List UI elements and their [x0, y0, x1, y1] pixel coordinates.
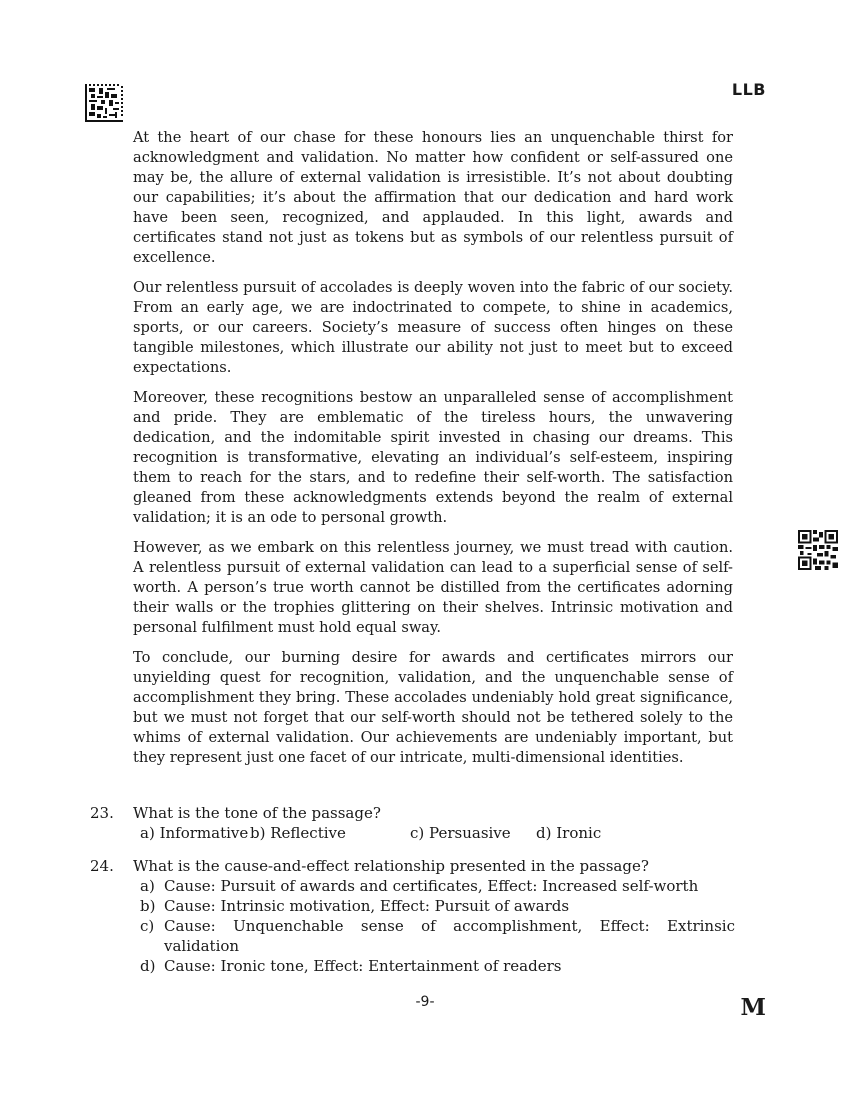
option-text: Cause: Unquenchable sense of accomplishment, Effect: Extrinsic validation	[164, 917, 735, 955]
qr-code	[798, 530, 838, 570]
option-label: d)	[536, 824, 552, 842]
question-text: What is the cause-and-effect relationship presented in the passage?	[133, 857, 649, 875]
option-b[interactable]	[250, 823, 410, 843]
option-text: Cause: Intrinsic motivation, Effect: Pursuit of awards	[164, 897, 570, 915]
question-number: 24.	[90, 857, 114, 875]
passage-paragraph: Moreover, these recognitions bestow an unparalleled sense of accomplishment and pride. They are emblematic of the tireless hours, the unwavering dedication, and the indomitable spirit invested in chasing our dreams. This recognition is transformative, elevating an individual’s self-esteem, inspiring them to reach for the stars, and to redefine their self-worth. The satisfaction gleaned from these acknowledgments extends beyond the realm of external validation; it is an ode to personal growth.	[133, 389, 733, 526]
question-number: 23.	[90, 804, 114, 822]
option-text: Reflective	[270, 824, 346, 842]
option-label: c)	[140, 917, 155, 935]
question-text: What is the tone of the passage?	[133, 804, 381, 822]
option-a[interactable]	[140, 876, 735, 896]
option-text: Cause: Pursuit of awards and certificates, Effect: Increased self-worth	[164, 877, 699, 895]
option-b[interactable]	[140, 896, 735, 916]
option-row	[140, 823, 735, 843]
option-c[interactable]	[410, 823, 536, 843]
header-course-code: LLB	[731, 80, 766, 99]
question-23	[90, 803, 735, 843]
passage-paragraph: To conclude, our burning desire for awards and certificates mirrors our unyielding quest for recognition, validation, and the unquenchable sense of accomplishment they bring. These accolades undeniably hold great significance, but we must not forget that our self-worth should not be tethered solely to the whims of external validation. Our achievements are undeniably important, but they represent just one facet of our intricate, multi-dimensional identities.	[133, 649, 733, 766]
option-d[interactable]	[140, 956, 735, 976]
question-24	[90, 856, 735, 976]
reading-passage	[133, 128, 733, 778]
option-c[interactable]	[140, 916, 735, 956]
option-label: d)	[140, 957, 156, 975]
option-label: b)	[250, 824, 266, 842]
option-text: Ironic	[556, 824, 602, 842]
option-label: a)	[140, 824, 155, 842]
datamatrix-barcode	[85, 84, 123, 122]
option-list	[140, 876, 735, 976]
passage-paragraph: At the heart of our chase for these honours lies an unquenchable thirst for acknowledgment and validation. No matter how confident or self-assured one may be, the allure of external validation is irresistible. It’s not about doubting our capabilities; it’s about the affirmation that our dedication and hard work have been seen, recognized, and applauded. In this light, awards and certificates stand not just as tokens but as symbols of our relentless pursuit of excellence.	[133, 129, 733, 266]
option-text: Cause: Ironic tone, Effect: Entertainment of readers	[164, 957, 562, 975]
option-label: c)	[410, 824, 425, 842]
option-text: Informative	[159, 824, 249, 842]
option-text: Persuasive	[429, 824, 511, 842]
passage-paragraph: However, as we embark on this relentless journey, we must tread with caution. A relentless pursuit of external validation can lead to a superficial sense of self-worth. A person’s true worth cannot be distilled from the certificates adorning their walls or the trophies glittering on their shelves. Intrinsic motivation and personal fulfilment must hold equal sway.	[133, 539, 733, 636]
page-number: -9-	[415, 994, 435, 1010]
passage-paragraph: Our relentless pursuit of accolades is deeply woven into the fabric of our society. From an early age, we are indoctrinated to compete, to shine in academics, sports, or our careers. Society’s measure of success often hinges on these tangible milestones, which illustrate our ability not just to meet but to exceed expectations.	[133, 279, 733, 376]
option-a[interactable]	[140, 823, 250, 843]
option-label: b)	[140, 897, 156, 915]
option-label: a)	[140, 877, 155, 895]
option-d[interactable]	[536, 823, 601, 843]
series-code: M	[740, 994, 766, 1021]
